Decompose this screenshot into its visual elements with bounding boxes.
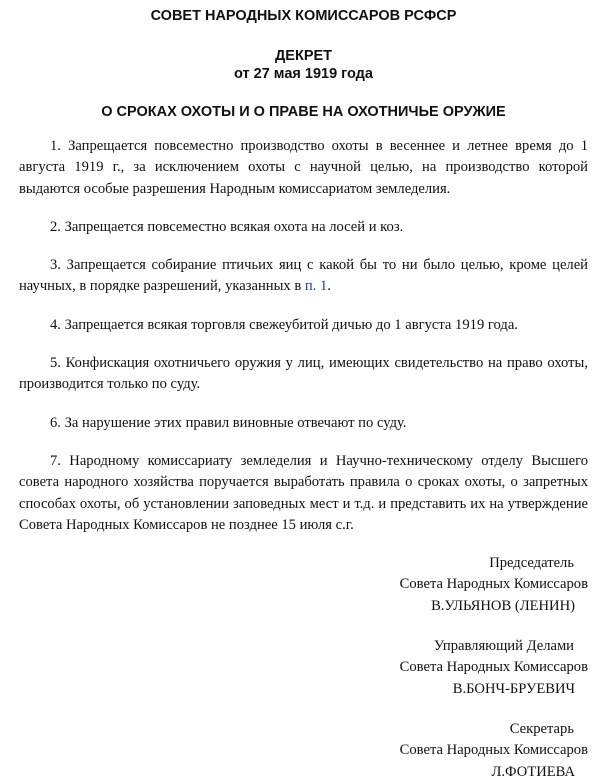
document-type: ДЕКРЕТ (274, 48, 333, 64)
signature-section (19, 553, 588, 783)
decree-heading (19, 47, 588, 83)
signature-name: В.БОНЧ-БРУЕВИЧ (452, 680, 575, 697)
paragraph-7: 7. Народному комиссариату земледелия и Научно-техническому отделу Высшего совета народного хозяйства поручается выработать правила о сроках охоты, о запретных способах охоты, об установлении заповедных мест и т.д. и представить их на утверждение Совета Народных Комиссаров не позднее 15 июля с.г. (19, 452, 588, 533)
paragraph-2: 2. Запрещается повсеместно всякая охота на лосей и коз. (50, 218, 404, 235)
signature-secretary (19, 719, 588, 783)
signature-role: Управляющий Делами (433, 638, 574, 655)
paragraph-6: 6. За нарушение этих правил виновные отвечают по суду. (50, 414, 407, 431)
signature-business-manager (19, 636, 588, 700)
signature-name: Л.ФОТИЕВА (491, 763, 575, 780)
paragraph-3 (19, 255, 588, 298)
signature-chairman (19, 553, 588, 617)
signature-organization: Совета Народных Комиссаров (399, 659, 588, 676)
document-body (19, 136, 588, 536)
signature-organization: Совета Народных Комиссаров (399, 742, 588, 759)
signature-organization: Совета Народных Комиссаров (399, 576, 588, 593)
clause-1-link[interactable]: п. 1 (304, 278, 328, 295)
document-header (19, 7, 588, 121)
paragraph-5: 5. Конфискация охотничьего оружия у лиц, имеющих свидетельство на право охоты, производится только по суду. (19, 355, 588, 393)
paragraph-4: 4. Запрещается всякая торговля свежеубитой дичью до 1 августа 1919 года. (50, 316, 518, 333)
document-subject: О СРОКАХ ОХОТЫ И О ПРАВЕ НА ОХОТНИЧЬЕ ОРУЖИЕ (101, 104, 506, 120)
signature-role: Секретарь (509, 720, 574, 737)
paragraph-1: 1. Запрещается повсеместно производство охоты в весеннее и летнее время до 1 августа 1919 г., за исключением охоты с научной целью, на производство которой выдаются особые разрешения Народным комиссариатом земледелия. (19, 138, 588, 197)
issuing-organization: СОВЕТ НАРОДНЫХ КОМИССАРОВ РСФСР (150, 8, 457, 24)
document-date: от 27 мая 1919 года (234, 66, 373, 82)
signature-name: В.УЛЬЯНОВ (ЛЕНИН) (431, 597, 575, 614)
paragraph-3-text: 3. Запрещается собирание птичьих яиц с какой бы то ни было целью, кроме целей научных, в порядке разрешений, указанных в (19, 257, 588, 295)
signature-role: Председатель (489, 555, 574, 572)
paragraph-3-end: . (327, 278, 331, 295)
